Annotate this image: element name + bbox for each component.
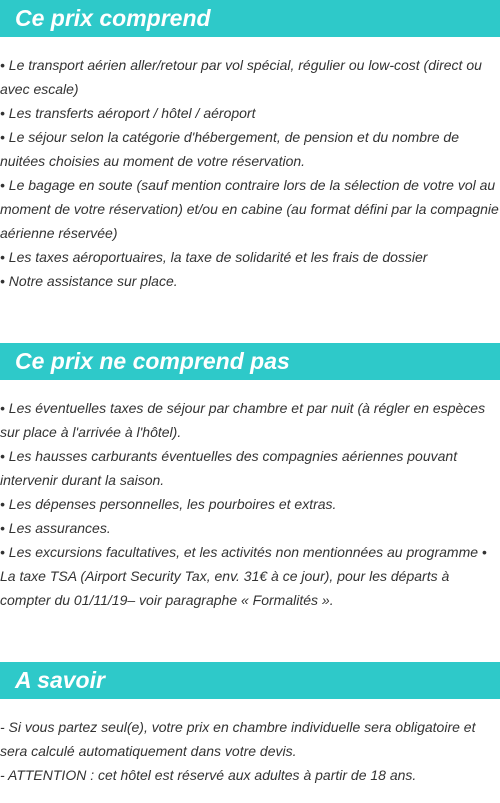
excluded-item-fuel: • Les hausses carburants éventuelles des compagnies aériennes pouvant intervenir durant la saison. <box>0 448 458 488</box>
section-header-included <box>0 0 500 37</box>
included-item-assistance: • Notre assistance sur place. <box>0 273 178 289</box>
included-item-baggage: • Le bagage en soute (sauf mention contraire lors de la sélection de votre vol au moment de votre réservation) et/ou en cabine (au format défini par la compagnie aérienne réservée) <box>0 177 499 241</box>
section-header-not-included <box>0 343 500 380</box>
included-item-flight: • Le transport aérien aller/retour par vol spécial, régulier ou low-cost (direct ou avec escale) <box>0 57 482 97</box>
excluded-item-tourist-tax: • Les éventuelles taxes de séjour par chambre et par nuit (à régler en espèces sur place à l'arrivée à l'hôtel). <box>0 400 486 440</box>
section-body-good-to-know <box>0 715 500 787</box>
section-title-good-to-know: A savoir <box>15 667 105 693</box>
included-item-taxes: • Les taxes aéroportuaires, la taxe de solidarité et les frais de dossier <box>0 249 428 265</box>
section-body-not-included <box>0 396 500 612</box>
section-header-good-to-know <box>0 662 500 699</box>
info-item-adults-only: - ATTENTION : cet hôtel est réservé aux adultes à partir de 18 ans. <box>0 767 417 783</box>
excluded-item-insurance: • Les assurances. <box>0 520 111 536</box>
section-body-included <box>0 53 500 293</box>
excluded-item-excursions: • Les excursions facultatives, et les activités non mentionnées au programme • La taxe TSA (Airport Security Tax, env. 31€ à ce jour), pour les départs à compter du 01/11/19– voir paragraphe « Formalités ». <box>0 544 487 608</box>
section-title-not-included: Ce prix ne comprend pas <box>15 348 290 374</box>
included-item-transfers: • Les transferts aéroport / hôtel / aéroport <box>0 105 256 121</box>
info-item-single-room: - Si vous partez seul(e), votre prix en chambre individuelle sera obligatoire et sera calculé automatiquement dans votre devis. <box>0 719 476 759</box>
excluded-item-personal-expenses: • Les dépenses personnelles, les pourboires et extras. <box>0 496 337 512</box>
included-item-stay: • Le séjour selon la catégorie d'hébergement, de pension et du nombre de nuitées choisies au moment de votre réservation. <box>0 129 459 169</box>
section-title-included: Ce prix comprend <box>15 5 211 31</box>
